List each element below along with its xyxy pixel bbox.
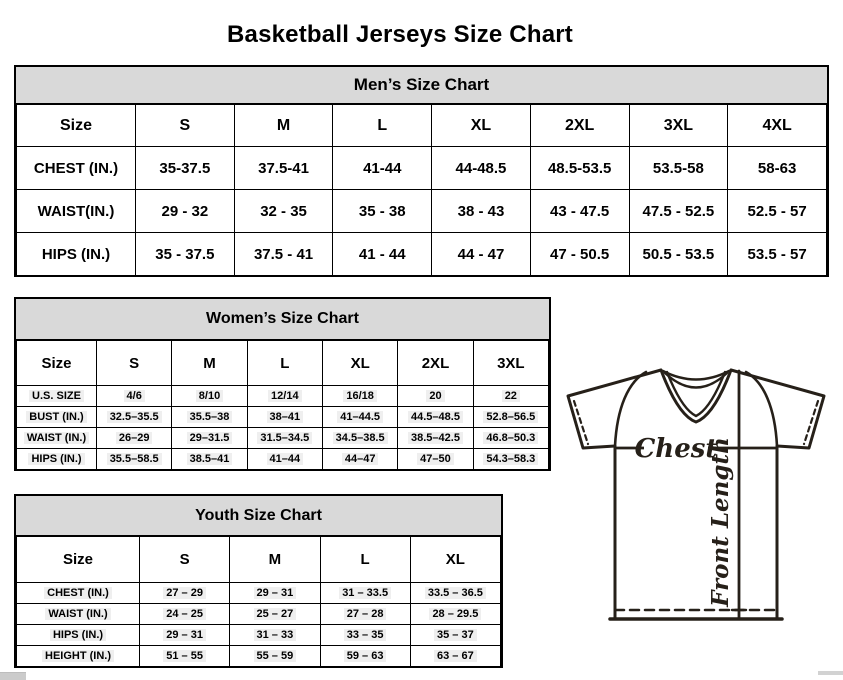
cutoff-fragment-right [818,671,843,675]
size-value-cell: 58-63 [728,147,827,190]
size-value-cell: 53.5-58 [629,147,728,190]
size-value-cell: 28 – 29.5 [410,604,500,625]
table-row [17,190,827,233]
row-label: U.S. SIZE [17,386,97,407]
jersey-measurement-diagram [560,360,840,630]
womens-size-chart [14,297,551,471]
column-header: L [247,341,322,386]
size-value-cell: 31 – 33.5 [320,583,410,604]
size-value-cell: 38 - 43 [432,190,531,233]
size-value-cell: 29 - 32 [136,190,235,233]
size-value-cell: 59 – 63 [320,646,410,667]
column-header: XL [410,537,500,583]
column-header: L [333,105,432,147]
jersey-outline-left [568,370,661,619]
size-value-cell: 52.5 - 57 [728,190,827,233]
row-label: CHEST (IN.) [17,583,140,604]
size-value-cell: 27 – 28 [320,604,410,625]
front-length-label: Front Length [707,437,734,607]
size-value-cell: 33 – 35 [320,625,410,646]
table-row [17,428,549,449]
column-header: S [140,537,230,583]
size-value-cell: 29–31.5 [172,428,247,449]
column-header: XL [432,105,531,147]
size-value-cell: 32.5–35.5 [97,407,172,428]
row-label: BUST (IN.) [17,407,97,428]
row-label: WAIST (IN.) [17,604,140,625]
youth-size-chart [14,494,503,668]
size-value-cell: 35-37.5 [136,147,235,190]
row-label: HIPS (IN.) [17,233,136,276]
table-title-band: Youth Size Chart [16,496,501,536]
column-header: Size [17,105,136,147]
mens-size-chart [14,65,829,277]
size-value-cell: 47–50 [398,449,473,470]
column-header: M [172,341,247,386]
size-value-cell: 27 – 29 [140,583,230,604]
size-value-cell: 29 – 31 [140,625,230,646]
mens-size-table [16,104,827,276]
row-label: HIPS (IN.) [17,449,97,470]
size-value-cell: 53.5 - 57 [728,233,827,276]
size-value-cell: 44 - 47 [432,233,531,276]
table-row [17,147,827,190]
size-value-cell: 12/14 [247,386,322,407]
table-row [17,646,501,667]
size-value-cell: 31 – 33 [230,625,320,646]
row-label: WAIST(IN.) [17,190,136,233]
size-value-cell: 44-48.5 [432,147,531,190]
chest-label: Chest [634,434,718,464]
size-value-cell: 35.5–58.5 [97,449,172,470]
size-value-cell: 35.5–38 [172,407,247,428]
size-value-cell: 38.5–41 [172,449,247,470]
size-value-cell: 41-44 [333,147,432,190]
size-value-cell: 33.5 – 36.5 [410,583,500,604]
size-value-cell: 35 - 37.5 [136,233,235,276]
size-value-cell: 41–44.5 [322,407,397,428]
jersey-outline-right [731,370,824,619]
size-value-cell: 48.5-53.5 [530,147,629,190]
row-label: WAIST (IN.) [17,428,97,449]
size-value-cell: 54.3–58.3 [473,449,548,470]
size-value-cell: 4/6 [97,386,172,407]
size-value-cell: 37.5-41 [234,147,333,190]
table-title-band: Women’s Size Chart [16,299,549,340]
size-value-cell: 44–47 [322,449,397,470]
size-value-cell: 38.5–42.5 [398,428,473,449]
size-value-cell: 35 - 38 [333,190,432,233]
row-label: HIPS (IN.) [17,625,140,646]
size-value-cell: 16/18 [322,386,397,407]
row-label: HEIGHT (IN.) [17,646,140,667]
size-value-cell: 44.5–48.5 [398,407,473,428]
table-row [17,449,549,470]
column-header: L [320,537,410,583]
size-value-cell: 47.5 - 52.5 [629,190,728,233]
column-header: 3XL [473,341,548,386]
table-title-band: Men’s Size Chart [16,67,827,104]
table-row [17,583,501,604]
column-header: S [97,341,172,386]
column-header: S [136,105,235,147]
header-row [17,105,827,147]
header-row [17,537,501,583]
table-row [17,386,549,407]
page-title: Basketball Jerseys Size Chart [227,21,573,49]
column-header: 4XL [728,105,827,147]
column-header: 2XL [398,341,473,386]
size-value-cell: 55 – 59 [230,646,320,667]
size-value-cell: 46.8–50.3 [473,428,548,449]
size-value-cell: 29 – 31 [230,583,320,604]
column-header: 2XL [530,105,629,147]
table-row [17,604,501,625]
size-value-cell: 41–44 [247,449,322,470]
size-value-cell: 37.5 - 41 [234,233,333,276]
column-header: M [234,105,333,147]
size-value-cell: 51 – 55 [140,646,230,667]
size-value-cell: 26–29 [97,428,172,449]
size-value-cell: 22 [473,386,548,407]
table-row [17,625,501,646]
size-value-cell: 50.5 - 53.5 [629,233,728,276]
size-value-cell: 24 – 25 [140,604,230,625]
size-value-cell: 8/10 [172,386,247,407]
size-value-cell: 34.5–38.5 [322,428,397,449]
size-value-cell: 35 – 37 [410,625,500,646]
column-header: Size [17,537,140,583]
womens-size-table [16,340,549,470]
size-value-cell: 31.5–34.5 [247,428,322,449]
size-value-cell: 52.8–56.5 [473,407,548,428]
size-value-cell: 47 - 50.5 [530,233,629,276]
size-value-cell: 38–41 [247,407,322,428]
column-header: XL [322,341,397,386]
size-value-cell: 41 - 44 [333,233,432,276]
size-value-cell: 32 - 35 [234,190,333,233]
column-header: 3XL [629,105,728,147]
header-row [17,341,549,386]
size-value-cell: 43 - 47.5 [530,190,629,233]
size-value-cell: 25 – 27 [230,604,320,625]
size-value-cell: 20 [398,386,473,407]
table-row [17,233,827,276]
youth-size-table [16,536,501,667]
column-header: Size [17,341,97,386]
table-row [17,407,549,428]
column-header: M [230,537,320,583]
row-label: CHEST (IN.) [17,147,136,190]
size-value-cell: 63 – 67 [410,646,500,667]
